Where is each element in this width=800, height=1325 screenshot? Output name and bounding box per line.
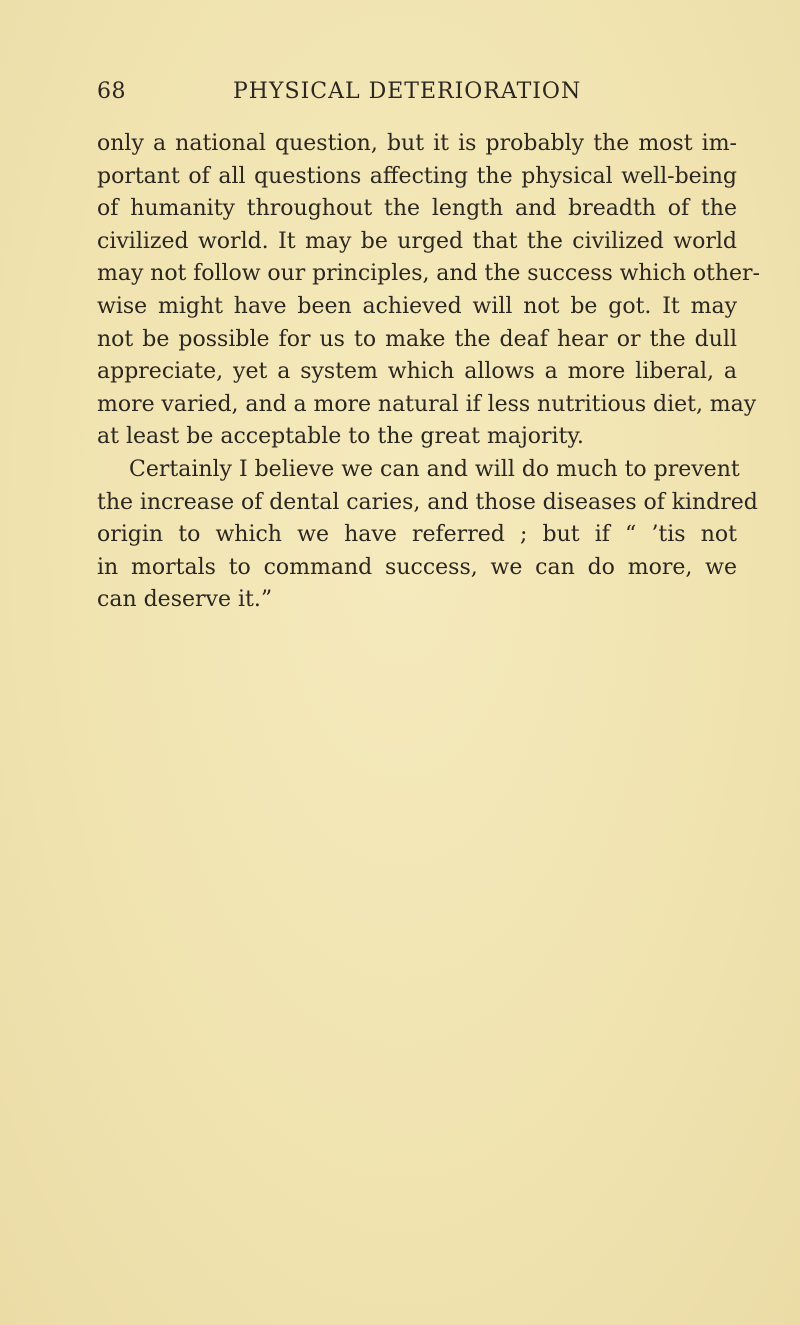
- text-line: in mortals to command success, we can do more, we: [97, 554, 737, 580]
- paragraph-2: [97, 454, 758, 617]
- text-line: of humanity throughout the length and breadth of the: [97, 196, 737, 222]
- running-title: PHYSICAL DETERIORATION: [233, 79, 582, 104]
- text-line: may not follow our principles, and the success which other-: [97, 261, 760, 287]
- text-line: origin to which we have referred ; but if “ ’tis not: [97, 522, 737, 548]
- text-line: portant of all questions affecting the physical well-being: [97, 163, 737, 189]
- text-line: Certainly I believe we can and will do much to prevent: [129, 456, 740, 482]
- text-line: the increase of dental caries, and those diseases of kindred: [97, 489, 758, 515]
- text-line: more varied, and a more natural if less nutritious diet, may: [97, 391, 757, 417]
- text-line: appreciate, yet a system which allows a more liberal, a: [97, 359, 737, 385]
- paragraph-1: [97, 128, 760, 454]
- text-line: civilized world. It may be urged that the civilized world: [97, 228, 737, 254]
- text-line: wise might have been achieved will not be got. It may: [97, 293, 737, 319]
- text-line: can deserve it.”: [97, 587, 273, 613]
- text-line: not be possible for us to make the deaf hear or the dull: [97, 326, 737, 352]
- page-number: 68: [97, 79, 126, 104]
- text-line: at least be acceptable to the great majority.: [97, 424, 584, 450]
- text-line: only a national question, but it is probably the most im-: [97, 131, 737, 156]
- body-text: [97, 128, 760, 617]
- running-head: [97, 79, 587, 109]
